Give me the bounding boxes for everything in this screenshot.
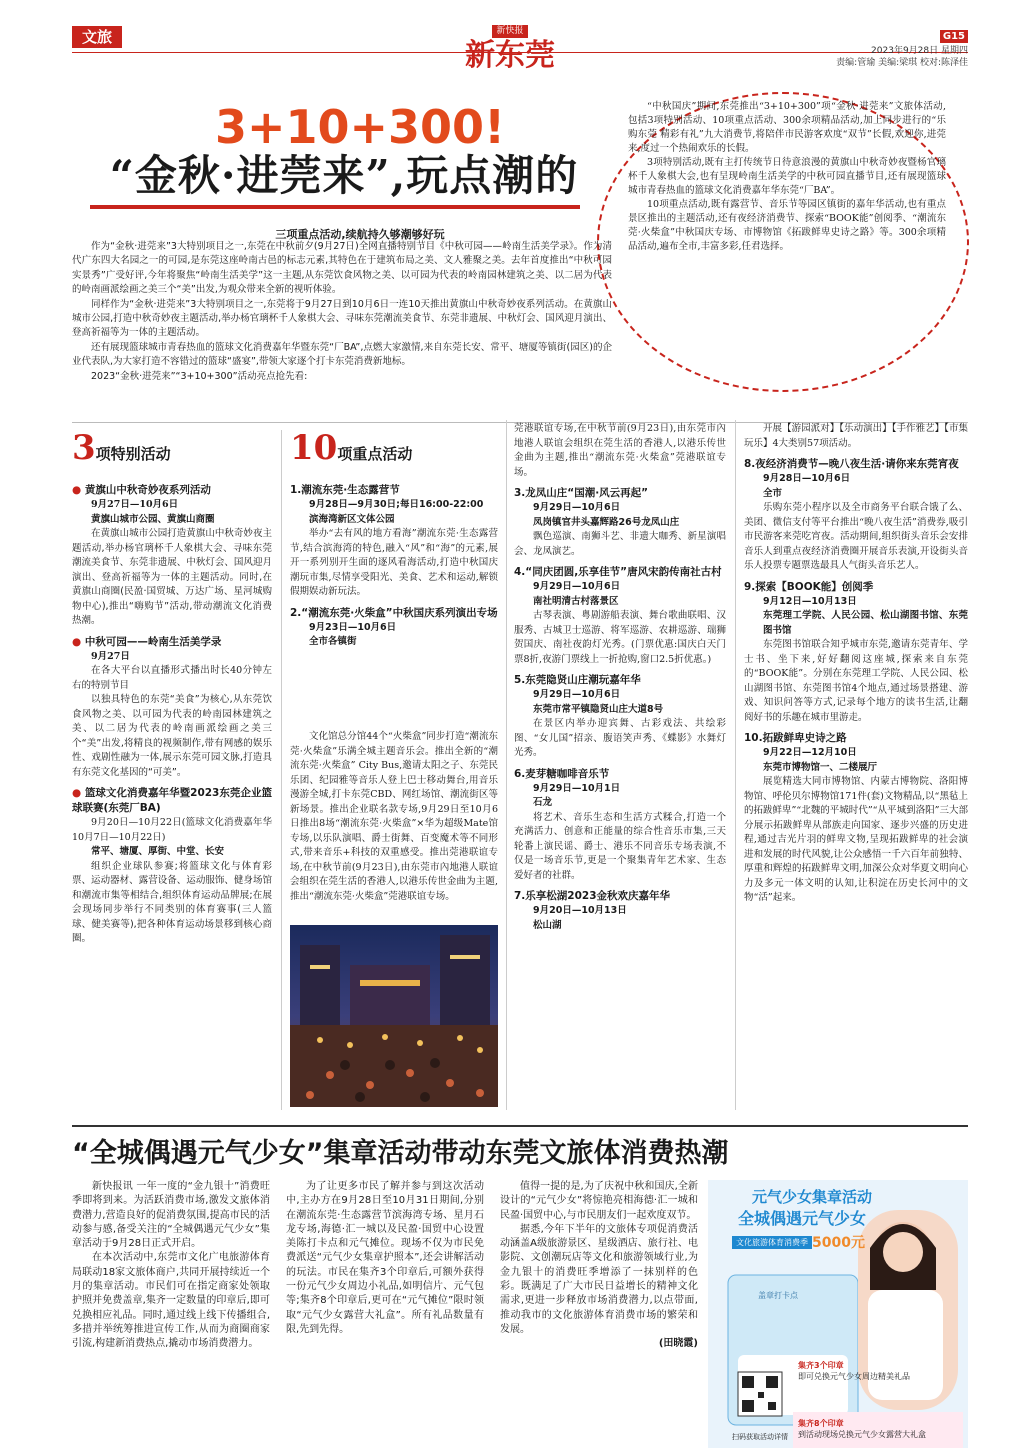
key-item-date: 9月20日—10月13日 (533, 905, 627, 916)
special-item (72, 483, 272, 629)
key-item (744, 731, 968, 906)
key-item-place: 全市 (763, 487, 783, 499)
column-rule (506, 420, 507, 1110)
poster-amount-unit: 元 (850, 1235, 865, 1251)
poster-prize-2-title: 集齐8个印章 (798, 1419, 844, 1428)
lead-paragraph: 2023“金秋·进莞来”“3+10+300”活动亮点抢先看: (91, 370, 308, 382)
key-item-body: 乐购东莞小程序以及全市商务平台联合饿了么、美团、微信支付等平台推出“晚八夜生活”消费券,吸引市民游客来莞吃宵夜。活动期间,组织街头音乐会安排音乐人到重点夜经济消费圈开展音乐表演,开设街头音乐人投票专题票选最具人气街头音乐艺人。 (744, 502, 968, 571)
section-tag: 文旅 (72, 26, 122, 48)
key-item-place: 滨海湾新区文体公园 (309, 513, 395, 525)
page-number: G15 (940, 30, 968, 43)
key-item-title: 3.龙凤山庄“国潮·风云再起” (514, 487, 649, 499)
poster-title-1: 元气少女集章活动 (752, 1188, 873, 1206)
key-section-heading (290, 428, 498, 477)
key-item (290, 606, 498, 650)
bottom-column-3 (500, 1180, 698, 1442)
special-title: 项特别活动 (95, 445, 171, 463)
key-item-place: 南社明清古村落景区 (533, 595, 619, 607)
poster-prize-1-desc: 即可兑换元气少女周边精美礼品 (798, 1372, 910, 1381)
promo-poster (708, 1180, 968, 1448)
special-item-place: 黄旗山城市公园、黄旗山商圈 (91, 513, 215, 525)
key-events-column-1 (290, 428, 498, 650)
intro-paragraph: “中秋国庆”期间,东莞推出“3+10+300”项“金秋·进莞来”文旅体活动,包括3项特别活动、10项重点活动、300余项精品活动,加上同步进行的“乐购东莞 精彩有礼”九大消费节,将陪伴市民游客欢度“双节”长假,欢迎你,进莞来,度过一个热闹欢乐的长假。 (628, 101, 946, 154)
special-item-place: 在各大平台以直播形式播出时长40分钟左右的特别节目 (72, 665, 272, 691)
lead-paragraph: 作为“金秋·进莞来”3大特别项目之一,东莞在中秋前夕(9月27日)全网直播特别节目《中秋可园——岭南生活美学录》。作为清代广东四大名园之一的可园,是东莞这座岭南古邑的标志元素,其特色在于建筑布局之美、文人雅聚之美。去年首度推出“中秋可园实景秀”广受好评,今年将聚焦“岭南生活美学”这一主题,从东莞饮食风物之美、以可园为代表的岭南园林建筑之美、以二居为代表的岭南画派绘画之美三个“美”出发,为观众带来全新的视听体验。 (72, 241, 612, 296)
key-item-date: 9月29日—10月1日 (533, 782, 621, 794)
poster-banner (732, 1236, 812, 1249)
poster-prize-1 (798, 1360, 918, 1382)
special-section-heading (72, 428, 272, 477)
key-item-title: 5.东莞隐贤山庄潮玩嘉年华 (514, 674, 641, 686)
key-item-date: 9月29日—10月6日 (533, 502, 621, 513)
byline: (田晓霞) (658, 1338, 698, 1350)
key-item-title: 1.潮流东莞·生态露营节 (290, 484, 400, 496)
bottom-paragraph: 在本次活动中,东莞市文化广电旅游体育局联动18家文旅体商户,共同开展持续近一个月的集章活动。市民们可在指定商家处领取护照并免费盖章,集齐一定数量的印章后,即可兑换相应礼品。同时,通过线上线下传播组合,多措并举统筹推进宣传工作,从而为商圈商家引流,构建新消费热点,撬动市场消费潜力。 (72, 1252, 270, 1350)
masthead (440, 18, 580, 74)
key-item (514, 889, 726, 933)
bottom-paragraph: 据悉,今年下半年的文旅体专项促消费活动涵盖A级旅游景区、星级酒店、旅行社、电影院、文创潮玩店等文化和旅游领域行业,为金九银十的消费旺季增添了一抹别样的色彩。既满足了广大市民日益增长的精神文化需求,更进一步释放市场消费潜力,以点带面,推动我市的文化旅游体育消费市场的繁荣和发展。 (500, 1223, 698, 1335)
special-item (72, 786, 272, 947)
key-item-body: 开展【游园派对】【乐动演出】【手作雅艺】【市集玩乐】4大类别57项活动。 (744, 423, 968, 449)
headline-underline (90, 205, 580, 209)
key-events-column-3 (744, 422, 968, 906)
key-item-date: 9月12日—10月13日 (763, 595, 857, 607)
key-count: 10 (290, 428, 338, 468)
intro-paragraph: 10项重点活动,既有露营节、音乐节等园区镇街的嘉年华活动,也有重点景区推出的主题活动,还有夜经济消费节、探索“BOOK能”创阅季、“潮流东莞·火柴盒”中秋国庆专场、市博物馆《拓跋鲜卑史诗之路》等。300余项精品活动,遍布全市,丰富多彩,任君选择。 (628, 199, 946, 252)
column-rule (735, 420, 736, 1110)
special-item-body: 在黄旗山城市公园打造黄旗山中秋奇妙夜主题活动,举办杨官璃杯千人象棋大会、寻味东莞潮流美食节、东莞非遗展、中秋灯会、国风迎月演出、登高祈福等为一体的主题活动。同时,在黄旗山商圈(民盈·国贸城、万达广场、星河城购物中心),推出“嗨购节”活动,带动潮流文化消费热潮。 (72, 528, 272, 626)
key-item-place: 松山湖 (533, 919, 562, 931)
key-item-date: 9月28日—9月30日;每日16:00-22:00 (309, 499, 484, 510)
key-item-title: 2.“潮流东莞·火柴盒”中秋国庆系列演出专场 (290, 606, 498, 619)
key-item-body-clipped (290, 730, 498, 922)
key-item-title: 8.夜经济消费节—晚八夜生活·请你来东莞宵夜 (744, 458, 959, 470)
bottom-column-2 (286, 1180, 484, 1442)
key-item (744, 457, 968, 574)
header-meta (836, 45, 968, 69)
poster-qr-caption: 扫码获取活动详情 (732, 1433, 788, 1441)
key-item-title: 4.“同庆团圆,乐享佳节”唐风宋韵传南社古村 (514, 566, 722, 578)
key-item (514, 486, 726, 559)
issue-date: 2023年9月28日 星期四 (871, 46, 968, 56)
bottom-divider (72, 1125, 968, 1127)
key-item-title: 6.麦芽糖咖啡音乐节 (514, 767, 610, 780)
lead-paragraph: 还有展现篮球城市青春热血的篮球文化消费嘉年华暨东莞“厂BA”,点燃大家激情,来自东莞长安、常平、塘厦等镇街(园区)的企业代表队,为大家打造不容错过的篮球“盛宴”,带领大家逐个打卡东莞消费新地标。 (72, 341, 612, 368)
key-item (514, 565, 726, 667)
key-item-title: 7.乐享松湖2023金秋欢庆嘉年华 (514, 890, 671, 902)
special-events-column (72, 428, 272, 947)
key-item-date: 9月22日—12月10日 (763, 747, 857, 758)
key-item-place: 凤岗镇官井头嘉辉路26号龙凤山庄 (533, 516, 680, 528)
key-item (290, 483, 498, 600)
special-item-date: 9月27日 (91, 650, 130, 662)
bottom-paragraph: 值得一提的是,为了庆祝中秋和国庆,全新设计的“元气少女”将惊艳亮相海德·汇一城和民盈·国贸中心,与市民朋友们一起欢度双节。 (500, 1181, 698, 1221)
key-item-body-continued: 莞港联谊专场,在中秋节前(9月23日),由东莞市內地港人联谊会组织在莞生活的香港人,以港乐传世金曲为主题,推出“潮流东莞·火柴盒”莞港联谊专场。 (514, 423, 726, 478)
key-item (514, 767, 726, 884)
poster-title-2: 全城偶遇元气少女 (738, 1209, 867, 1228)
key-item-title: 9.探索【BOOK能】创阅季 (744, 580, 874, 593)
special-item (72, 635, 272, 781)
key-title: 项重点活动 (337, 445, 413, 463)
key-item-place: 东莞理工学院、人民公园、松山湖图书馆、东莞图书馆 (763, 610, 968, 636)
poster-amount-value: 5000 (812, 1235, 851, 1251)
key-events-column-2 (514, 422, 726, 933)
special-item-title: ● 中秋可园——岭南生活美学录 (72, 635, 272, 650)
key-item-title: 10.拓跋鲜卑史诗之路 (744, 732, 847, 744)
column-rule (281, 430, 282, 1110)
key-item-place: 东莞市常平镇隐贤山庄大道8号 (533, 703, 664, 715)
special-count: 3 (72, 428, 96, 468)
key-item-body: 展览精选大同市博物馆、内蒙古博物院、洛阳博物馆、呼伦贝尔博物馆171件(套)文物精品,以“黑毡上的拓跋鲜卑”“北魏的平城时代”“从平城到洛阳”三大部分展示拓跋鲜卑从部族走向国家、逐步兴盛的历史进程,通过吉光片羽的鲜卑文物,呈现拓跋鲜卑的社会演进和发展的时代风貌,让公众感悟一千六百年前独特、厚重和辉煌的拓跋鲜卑文明,加深公众对华夏文明向心力及多元一体文明的认知,让积淀在历史长河中的文物“活”起来。 (744, 776, 968, 903)
poster-amount (812, 1232, 865, 1252)
intro-summary (628, 100, 946, 254)
lead-subtitle: 三项重点活动,续航持久够潮够好玩 (275, 228, 445, 241)
special-item-date: 9月20日—10月22日(篮球文化消费嘉年华10月7日—10月22日) (72, 817, 272, 843)
special-item-body: 以独具特色的东莞“美食”为核心,从东莞饮食风物之美、以可园为代表的岭南园林建筑之美、以二居为代表的岭南画派绘画之美三个“美”出发,将精良的视频制作,带有网感的娱乐性、戏剧性融为一体,展示东莞可园文脉,打造具有东莞文化基因的“可美”。 (72, 694, 272, 778)
bottom-headline: “全城偶遇元气少女”集章活动带动东莞文旅体消费热潮 (72, 1138, 729, 1169)
key-item-place: 东莞市博物馆一、二楼展厅 (763, 761, 878, 773)
lead-paragraph: 同样作为“金秋·进莞来”3大特别项目之一,东莞将于9月27日到10月6日一连10天推出黄旗山中秋奇妙夜系列活动。在黄旗山城市公园,打造中秋奇妙夜主题活动,举办杨官璃杯千人象棋大会、寻味东莞潮流美食节、东莞非遗展、中秋灯会、国风迎月演出、登高祈福等为一体的主题活动。 (72, 298, 612, 339)
poster-prize-2-desc: 到活动现场兑换元气少女露营大礼盒 (798, 1430, 926, 1439)
special-item-place: 常平、塘厦、厚街、中堂、长安 (91, 846, 225, 857)
key-item-date: 9月28日—10月6日 (763, 473, 851, 484)
key-item-body: 东莞图书馆联合知乎城市东莞,邀请东莞青年、学士书、坐下来,好好翻阅这座城,探索来自东莞的“BOOK能”。分别在东莞理工学院、人民公园、松山湖图书馆、东莞图书馆4个地点,通过场景搭建、游戏、知识问答等方式,记录每个地方的读书生活,让翻阅好书的乐趣在城市里游走。 (744, 639, 968, 723)
bottom-column-1 (72, 1180, 270, 1442)
key-item-date: 9月23日—10月6日 (309, 621, 397, 633)
special-item-date: 9月27日—10月6日 (91, 499, 179, 510)
key-item-date: 9月29日—10月6日 (533, 581, 621, 592)
headline-title: “金秋·进莞来”,玩点潮的 (109, 151, 579, 200)
key-item (514, 673, 726, 761)
key-item-body: 飘色巡演、南狮斗艺、非遗大咖秀、新星演唱会、龙凤演艺。 (514, 531, 726, 557)
brand-name: 新东莞 (465, 38, 555, 73)
poster-banner-text: 文化旅游体育消费季 (736, 1238, 808, 1247)
poster-stamp-hint: 盖章打卡点 (758, 1291, 798, 1300)
brand-small: 新快报 (492, 25, 527, 38)
key-item-body: 在景区内举办迎宾舞、古彩戏法、共绘彩图、“女儿国”招亲、腹语笑声秀、《蝶影》水舞灯光秀。 (514, 718, 726, 758)
key-item-place: 全市各镇街 (309, 636, 357, 647)
special-item-title: ● 篮球文化消费嘉年华暨2023东莞企业篮球联赛(东莞厂BA) (72, 786, 272, 816)
editor-credits: 责编:管瑜 美编:梁琪 校对:陈泽佳 (836, 58, 968, 68)
bottom-paragraph: 新快报讯 一年一度的“金九银十”消费旺季即将到来。为活跃消费市场,激发文旅体消费潜力,营造良好的促消费氛围,提高市民的活动参与感,备受关注的“全城偶遇元气少女”集章活动于9月28日正式开启。 (72, 1181, 270, 1250)
night-market-photo (290, 925, 498, 1107)
intro-paragraph: 3项特别活动,既有主打传统节日待意浪漫的黄旗山中秋奇妙夜暨杨官璃杯千人象棋大会,也有呈现岭南生活美学的中秋可园直播节目,还有展现篮球城市青春热血的篮球文化消费嘉年华东莞“厂BA”。 (628, 157, 946, 196)
bottom-paragraph: 为了让更多市民了解并参与到这次活动中,主办方在9月28日至10月31日期间,分别在潮流东莞·生态露营节滨海湾专场、星月石龙专场,海德·汇一城以及民盈·国贸中心设置美陈打卡点和元气摊位。现场不仅为市民免费派送“元气少女集章护照本”,还会讲解活动的玩法。市民在集齐3个印章后,可额外获得一份元气少女周边小礼品,如明信片、元气包等;集齐8个印章后,更可在“元气摊位”限时领取“元气少女露营大礼盒”。所有礼品数量有限,先到先得。 (286, 1181, 484, 1335)
poster-prize-2 (798, 1418, 963, 1440)
lead-article (72, 240, 612, 384)
key-item-date: 9月29日—10月6日 (533, 689, 621, 700)
special-item-body: 组织企业球队参赛;将篮球文化与体育彩票、运动器材、露营设备、运动服饰、健身场馆和潮流市集等相结合,组织体育运动品牌展;在展会现场同步举行不同类别的体育赛事(三人篮球、健美赛等),把各种体育运动场景移到核心商圈。 (72, 860, 272, 944)
special-item-title: ● 黄旗山中秋奇妙夜系列活动 (72, 483, 272, 498)
key-item (744, 580, 968, 726)
key-item-body: 文化馆总分馆44个“火柴盒”同步打造“潮流东莞·火柴盒”乐满全城主题音乐会。推出全新的“潮流东莞·火柴盒” City Bus,邀请太阳之子、东莞民乐团、纪园雅等音乐人登上巴士移动舞台,用音乐漫游全城,打卡东莞CBD、网红场馆、潮流街区等新场景。推出企业联名款专场,9月29日至10月6日推出8场“潮流东莞·火柴盒”×华为超级Mate馆专场,以乐队演唱、爵士街舞、百变魔术等不同形式,带来音乐+科技的双重感受。推出莞港联谊专场,在中秋节前(9月23日),由东莞市內地港人联谊会组织在莞生活的香港人,以港乐传世金曲为主题,推出“潮流东莞·火柴盒”莞港联谊专场。 (290, 731, 498, 902)
key-item-body: 古琴表演、粤剧游船表演、舞台歌曲联唱、汉服秀、古城卫士巡游、将军巡游、农耕巡游、瑞狮贺国庆、南社夜韵灯光秀。(门票优惠:国庆白天门票8折,夜游门票线上一折抢购,窗口2.5折优惠。) (514, 610, 726, 665)
key-item-place: 石龙 (533, 797, 553, 808)
poster-prize-1-title: 集齐3个印章 (798, 1361, 844, 1370)
key-item-body: 举办“去有风的地方看海”潮流东莞·生态露营节,结合滨海湾的特色,融入“风”和“海”的元素,展开一系列别开生面的逐风看海活动,打造中秋国庆潮玩市集,尽情享受阳光、美食、艺术和运动,解锁假期娱动新玩法。 (290, 528, 498, 597)
key-item-body: 将艺术、音乐生态和生活方式糅合,打造一个充满活力、创意和正能量的综合性音乐市集,三天轮番上演民谣、爵士、港乐不同音乐专场表演,不仅是一场音乐节,更是一个聚集青年艺术家、生态爱好者的社群。 (514, 811, 726, 881)
headline-numbers: 3+10+300! (214, 100, 506, 154)
